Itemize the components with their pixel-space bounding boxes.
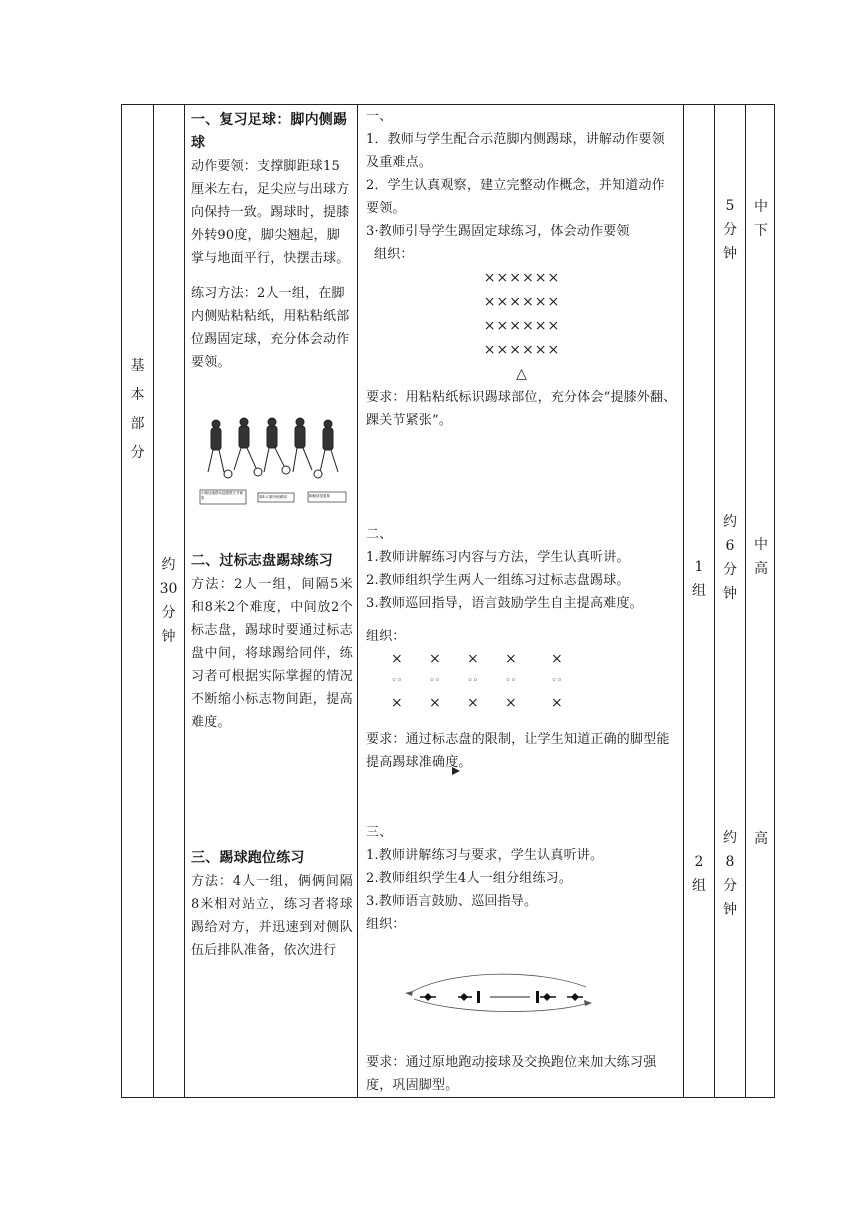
column-divider (184, 105, 185, 1097)
duration-char: 分 (723, 878, 737, 894)
lesson-plan-table (121, 104, 775, 1098)
group-char: 组 (692, 583, 706, 599)
column-divider (357, 105, 358, 1097)
duration-char: 分 (723, 222, 737, 238)
kick-sequence-image (198, 410, 350, 514)
duration-char: 约 (723, 830, 737, 846)
organization-part2 (366, 523, 678, 774)
player-cross-icon: × (467, 651, 479, 667)
org3-heading: 三、 (366, 825, 393, 840)
total-time-char: 30 (159, 581, 178, 597)
image-caption-right: 脚触球是重要 (309, 494, 330, 498)
group-count-2 (684, 555, 714, 603)
org1-item: 2．学生认真观察，建立完整动作概念，并知道动作要领。 (366, 178, 665, 216)
org3-item: 2.教师组织学生4人一组分组练习。 (366, 871, 573, 886)
total-time-char: 分 (161, 605, 176, 621)
org2-item: 1.教师讲解练习内容与方法，学生认真听讲。 (366, 550, 630, 565)
section-label-char: 部 (130, 416, 145, 432)
org1-label: 组织： (374, 247, 414, 262)
cone-marker-icon: ◦◦ (551, 676, 563, 686)
part2-desc: 方法：2人一组，间隔5米和8米2个难度，中间放2个标志盘，踢球时要通过标志盘中间，将球踢给同伴，练习者可根据实际掌握的情况不断缩小标志物间距，提高难度。 (191, 577, 353, 730)
duration-char: 分 (723, 562, 737, 578)
section-label (122, 352, 153, 468)
content-part1 (191, 109, 353, 374)
total-time-char: 钟 (161, 629, 176, 645)
org3-requirement-block (366, 1051, 678, 1097)
total-time-char: 约 (161, 557, 176, 573)
part1-title: 一、复习足球：脚内侧踢球 (191, 112, 348, 151)
group-char: 组 (692, 878, 706, 894)
player-cross-icon: × (551, 695, 563, 711)
formation-row: ×××××× (483, 294, 561, 310)
duration-3 (715, 826, 745, 922)
cross-row (366, 648, 678, 670)
player-cross-icon: × (391, 651, 403, 667)
cone-marker-icon: ◦◦ (429, 676, 441, 686)
teacher-triangle-icon: △ (516, 366, 528, 382)
player-cross-icon: × (551, 651, 563, 667)
duration-char: 8 (725, 854, 735, 870)
section-label-char: 本 (130, 387, 145, 403)
player-cross-icon: × (429, 651, 441, 667)
section-label-char: 分 (130, 445, 145, 461)
group-char: 1 (694, 559, 704, 575)
org1-item: 3·教师引导学生踢固定球练习，体会动作要领 (366, 224, 630, 239)
org2-item: 2.教师组织学生两人一组练习过标志盘踢球。 (366, 573, 630, 588)
group-char: 2 (694, 854, 704, 870)
intensity-char: 下 (754, 223, 768, 239)
duration-char: 钟 (723, 902, 737, 918)
duration-char: 约 (723, 514, 737, 530)
cone-row (366, 670, 678, 692)
part1-action: 动作要领：支撑脚距球15厘米左右，足尖应与出球方向保持一致。踢球时，提膝外转90度，脚尖翘起，脚掌与地面平行，快摆击球。 (191, 159, 350, 266)
cone-marker-icon: ◦◦ (391, 676, 403, 686)
intensity-3 (746, 827, 776, 851)
intensity-char: 中 (754, 199, 768, 215)
intensity-char: 高 (754, 831, 768, 847)
section-label-char: 基 (130, 358, 145, 374)
part3-title: 三、踢球跑位练习 (191, 850, 305, 866)
org1-item: 1．教师与学生配合示范脚内侧踢球，讲解动作要领及重难点。 (366, 132, 665, 170)
content-part3 (191, 847, 353, 962)
player-cross-icon: × (391, 695, 403, 711)
player-cross-icon: × (505, 695, 517, 711)
duration-1 (715, 194, 745, 266)
image-caption-left: 小腿加速摆动屈膝摆关节紧张 (201, 491, 243, 500)
part1-practice: 练习方法：2人一组，在脚内侧贴粘粘纸，用粘粘纸部位踢固定球，充分体会动作要领。 (191, 286, 350, 370)
duration-char: 5 (725, 198, 735, 214)
organization-part1 (366, 105, 678, 432)
org1-heading: 一、 (366, 109, 393, 124)
duration-char: 钟 (723, 586, 737, 602)
player-cross-icon: × (467, 695, 479, 711)
formation-row: ×××××× (483, 318, 561, 334)
org2-requirement: 要求：通过标志盘的限制，让学生知道正确的脚型能提高踢球准确度。 (366, 732, 670, 770)
part3-desc: 方法：4人一组，俩俩间隔8米相对站立，练习者将球踢给对方，并迅速到对侧队伍后排队准备，依次进行 (191, 874, 353, 958)
group-count-3 (684, 850, 714, 898)
player-cross-icon: × (429, 695, 441, 711)
org3-item: 1.教师讲解练习与要求，学生认真听讲。 (366, 848, 604, 863)
arrow-marker-icon (451, 766, 461, 776)
org3-requirement: 要求：通过原地跑动接球及交换跑位来加大练习强度，巩固脚型。 (366, 1055, 657, 1093)
player-cross-icon: × (505, 651, 517, 667)
intensity-1 (746, 195, 776, 243)
org2-item: 3.教师巡回指导，语言鼓励学生自主提高难度。 (366, 596, 643, 611)
running-drill-diagram (400, 971, 596, 1015)
total-time (153, 553, 184, 649)
formation-row: ×××××× (483, 270, 561, 286)
cone-marker-icon: ◦◦ (467, 676, 479, 686)
cross-row (366, 692, 678, 714)
org3-label: 组织： (366, 917, 406, 932)
column-divider (745, 105, 746, 1097)
org2-heading: 二、 (366, 527, 393, 542)
duration-2 (715, 510, 745, 606)
organization-part3 (366, 821, 678, 936)
intensity-char: 中 (754, 537, 768, 553)
duration-char: 6 (725, 538, 735, 554)
duration-char: 钟 (723, 246, 737, 262)
intensity-2 (746, 533, 776, 581)
org1-requirement: 要求：用粘粘纸标识踢球部位，充分体会“提膝外翻、踝关节紧张”。 (366, 390, 677, 428)
content-part2 (191, 550, 353, 734)
cone-marker-icon: ◦◦ (505, 676, 517, 686)
image-caption-mid: 图4-2 脚内侧踢球 (259, 495, 287, 499)
formation-row: ×××××× (483, 342, 561, 358)
intensity-char: 高 (754, 561, 768, 577)
org3-item: 3.教师语言鼓励、巡回指导。 (366, 894, 538, 909)
student-formation (366, 266, 678, 386)
part2-title: 二、过标志盘踢球练习 (191, 553, 333, 569)
org2-label: 组织： (366, 629, 406, 644)
